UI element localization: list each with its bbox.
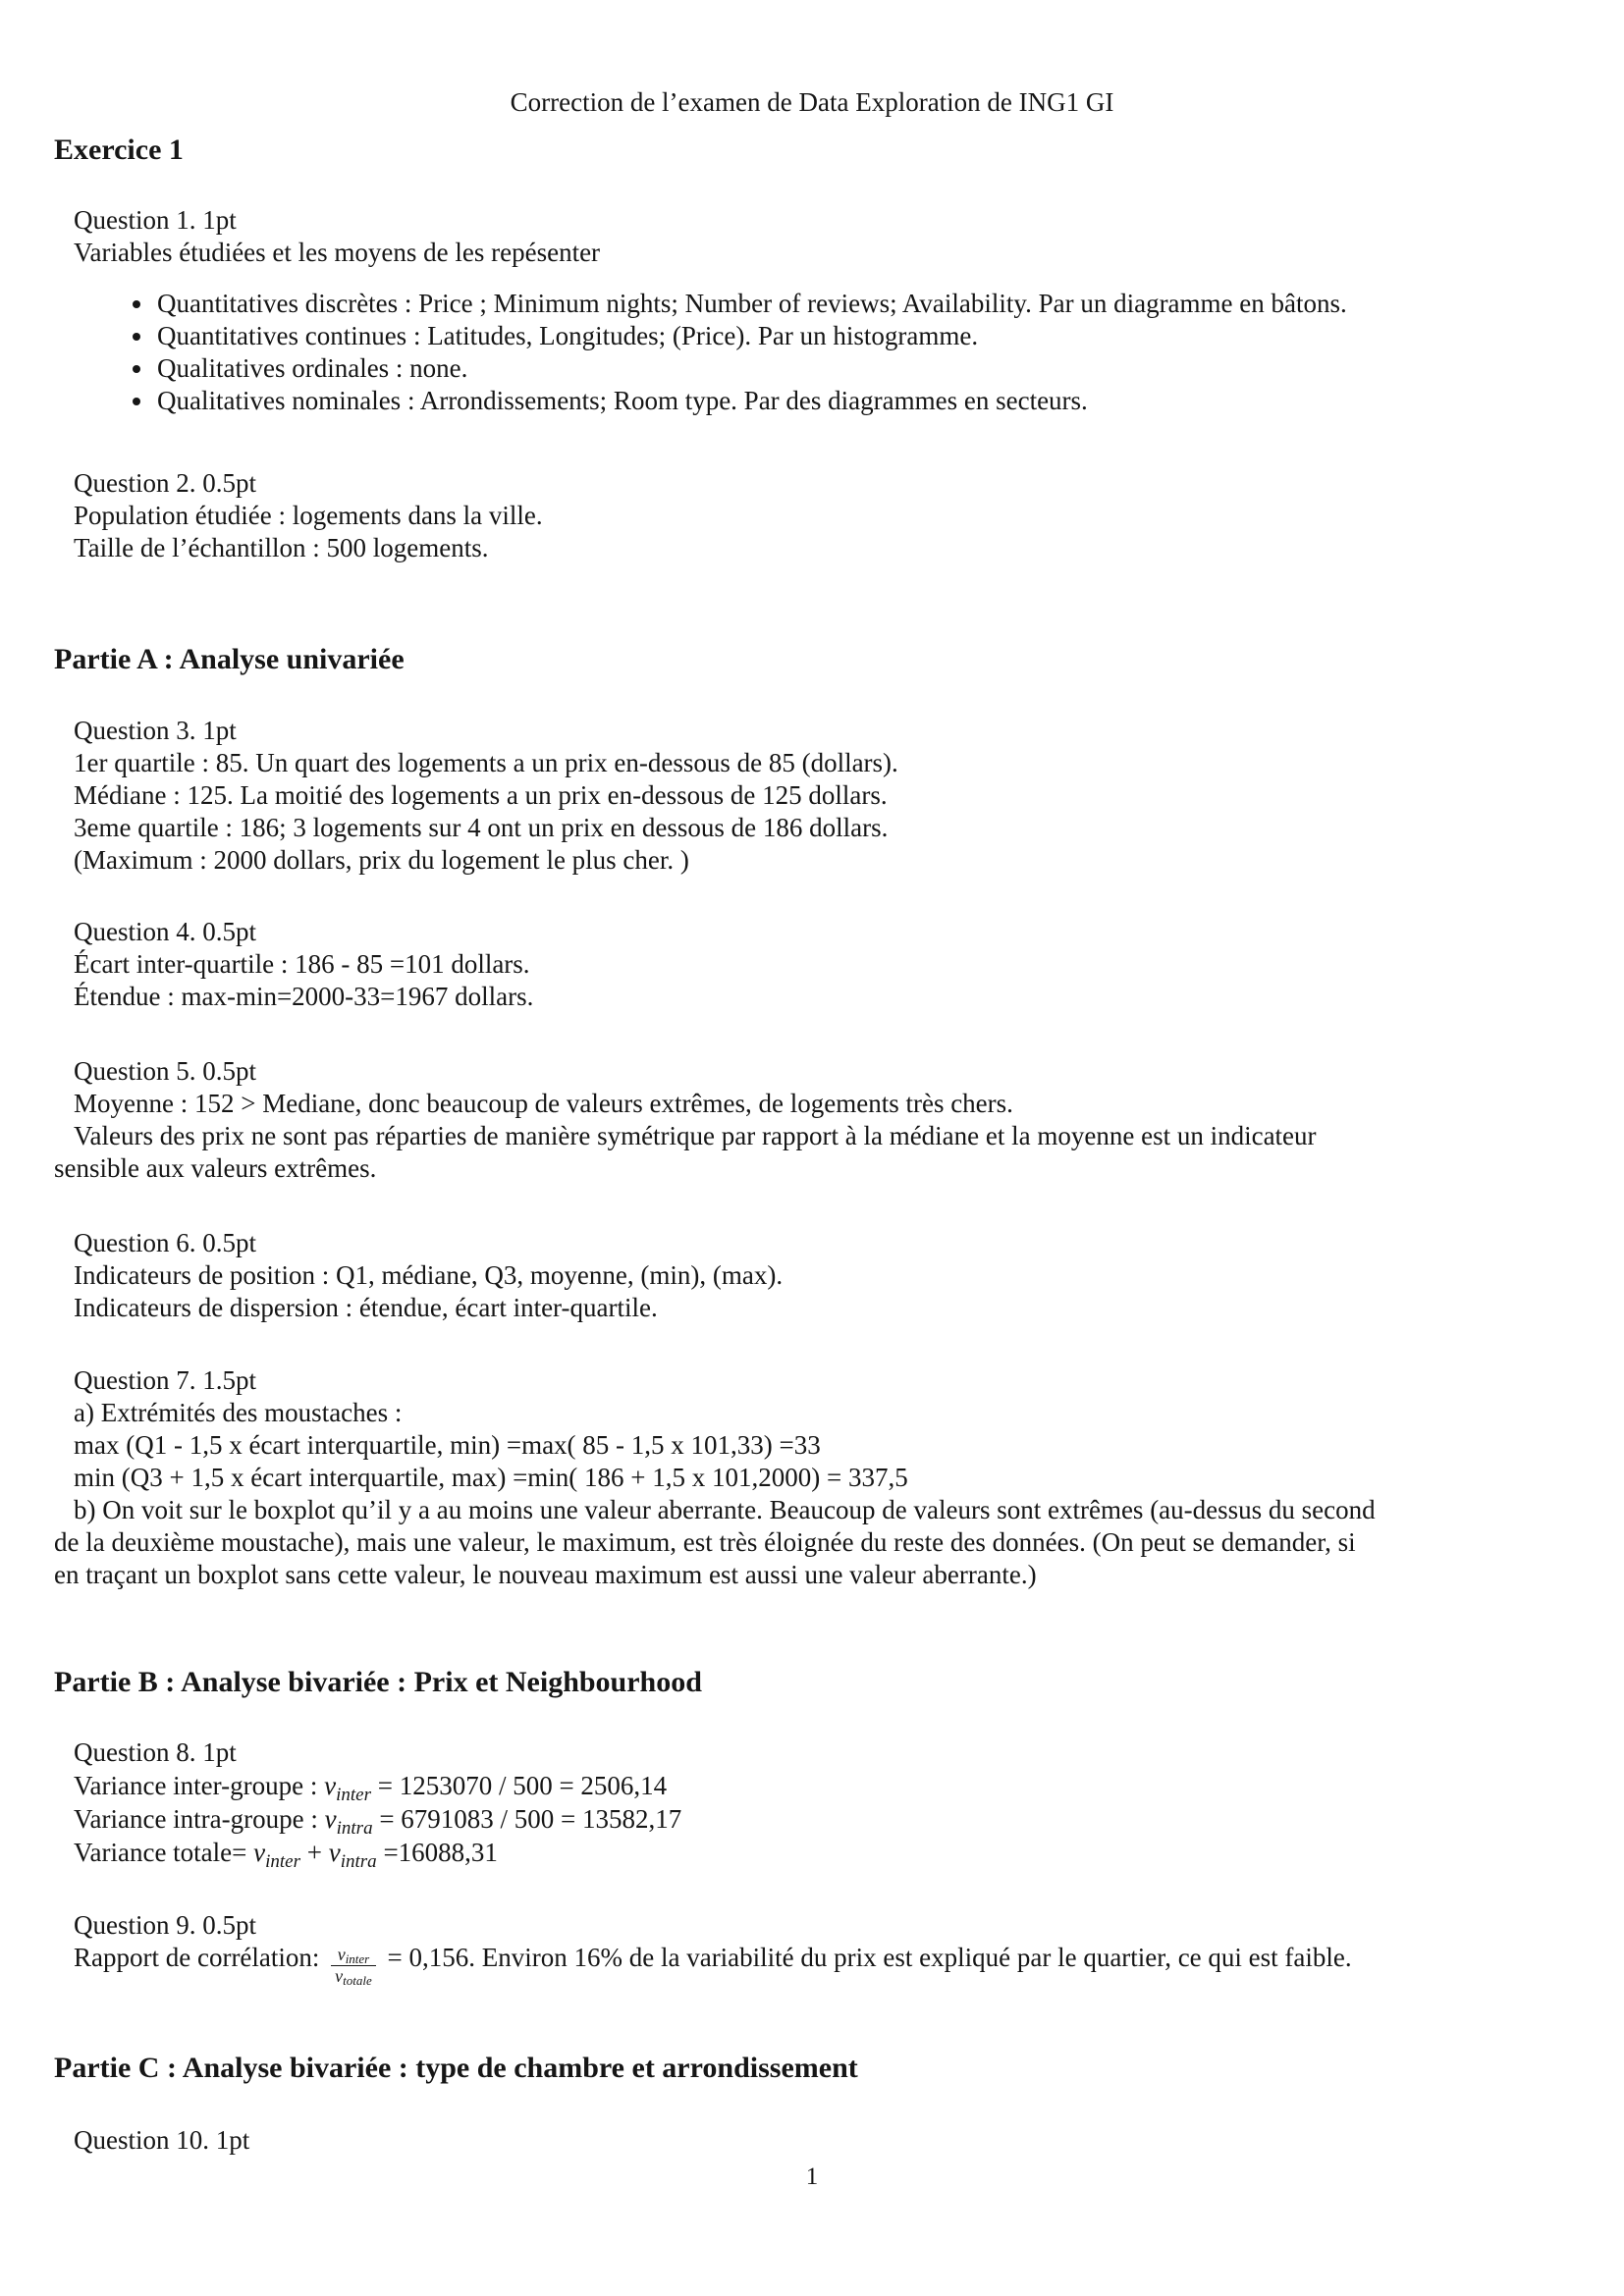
question-4-label: Question 4. 0.5pt [74, 917, 256, 946]
question-1-intro: Variables étudiées et les moyens de les repésenter [74, 238, 601, 267]
question-3-block [54, 715, 1570, 877]
question-1-label: Question 1. 1pt [74, 205, 237, 235]
list-item: • Quantitatives continues : Latitudes, Longitudes; (Price). Par un histogramme. [155, 320, 1570, 352]
question-7-block [54, 1364, 1570, 1591]
question-4-line: Étendue : max-min=2000-33=1967 dollars. [74, 982, 534, 1011]
document-title: Correction de l’examen de Data Exploration de ING1 GI [510, 87, 1114, 117]
question-3-label: Question 3. 1pt [74, 716, 237, 745]
question-8-label: Question 8. 1pt [74, 1737, 237, 1767]
question-8-block [54, 1735, 1570, 1872]
question-3-line: 1er quartile : 85. Un quart des logements a un prix en-dessous de 85 (dollars). [74, 748, 898, 777]
question-9-label: Question 9. 0.5pt [74, 1910, 256, 1940]
math-subscript: intra [340, 1851, 377, 1872]
heading-exercice-1: Exercice 1 [54, 133, 184, 166]
question-3-line: (Maximum : 2000 dollars, prix du logement le plus cher. ) [74, 845, 689, 875]
question-7-line: a) Extrémités des moustaches : [74, 1398, 403, 1427]
question-6-line: Indicateurs de position : Q1, médiane, Q3, moyenne, (min), (max). [74, 1260, 784, 1290]
question-2-line: Population étudiée : logements dans la ville. [74, 501, 543, 530]
heading-partie-c: Partie C : Analyse bivariée : type de chambre et arrondissement [54, 2052, 858, 2084]
question-7-label: Question 7. 1.5pt [74, 1365, 256, 1395]
question-8-line: Variance inter-groupe : $v_{inter} = 1253070 / 500 = 2506,14$ [74, 1771, 668, 1805]
question-6-block [54, 1227, 1570, 1324]
question-1-block [54, 204, 1570, 417]
question-7-line: de la deuxième moustache), mais une valeur, le maximum, est très éloignée du reste des données. (On peut se demander, si [54, 1527, 1356, 1557]
question-6-line: Indicateurs de dispersion : étendue, écart inter-quartile. [74, 1293, 658, 1322]
question-5-label: Question 5. 0.5pt [74, 1056, 256, 1086]
question-8-line: Variance intra-groupe : $v_{intra} = 6791083 / 500 = 13582,17$ [74, 1804, 682, 1839]
math-fraction [331, 1945, 376, 1987]
question-3-line: Médiane : 125. La moitié des logements a un prix en-dessous de 125 dollars. [74, 780, 888, 810]
fraction-denominator: $v_{totale}$ [331, 1965, 376, 1987]
question-2-label: Question 2. 0.5pt [74, 468, 256, 498]
question-9-block [54, 1909, 1570, 1987]
fraction-numerator: $v_{inter}$ [337, 1945, 370, 1966]
math-subscript: inter [336, 1785, 371, 1805]
question-7-line: max (Q1 - 1,5 x écart interquartile, min) =max( 85 - 1,5 x 101,33) =33 [74, 1430, 821, 1460]
question-4-line: Écart inter-quartile : 186 - 85 =101 dollars. [74, 949, 530, 979]
math-variable: v [324, 1771, 337, 1800]
math-variable: v [328, 1838, 341, 1867]
question-5-line: sensible aux valeurs extrêmes. [54, 1153, 377, 1183]
question-10-label: Question 10. 1pt [74, 2125, 250, 2155]
list-item: • Qualitatives nominales : Arrondissements; Room type. Par des diagrammes en secteurs. [155, 385, 1570, 417]
math-variable: v [324, 1804, 337, 1834]
math-subscript: inter [265, 1851, 301, 1872]
question-6-label: Question 6. 0.5pt [74, 1228, 256, 1257]
question-2-block [54, 467, 1570, 564]
variables-list [54, 288, 1570, 417]
page-number: 1 [805, 2163, 819, 2190]
math-subscript: intra [336, 1818, 373, 1839]
list-item: • Quantitatives discrètes : Price ; Minimum nights; Number of reviews; Availability. Par un diagramme en bâtons. [155, 288, 1570, 320]
question-5-block [54, 1055, 1570, 1185]
question-7-line: b) On voit sur le boxplot qu’il y a au moins une valeur aberrante. Beaucoup de valeurs sont extrêmes (au-dessus du second [74, 1495, 1376, 1524]
question-9-line: Rapport de corrélation: $\frac{v_{inter}}{v_{totale}}$ = 0,156. Environ 16% de la variabilité du prix est expliqué par le quartier, ce qui est faible. [74, 1943, 1352, 1988]
question-3-line: 3eme quartile : 186; 3 logements sur 4 ont un prix en dessous de 186 dollars. [74, 813, 889, 842]
question-4-block [54, 916, 1570, 1013]
question-2-line: Taille de l’échantillon : 500 logements. [74, 533, 489, 562]
heading-partie-a: Partie A : Analyse univariée [54, 643, 405, 675]
question-7-line: en traçant un boxplot sans cette valeur, le nouveau maximum est aussi une valeur aberrante.) [54, 1560, 1037, 1589]
math-variable: v [253, 1838, 266, 1867]
question-7-line: min (Q3 + 1,5 x écart interquartile, max) =min( 186 + 1,5 x 101,2000) = 337,5 [74, 1463, 908, 1492]
question-5-line: Moyenne : 152 > Mediane, donc beaucoup de valeurs extrêmes, de logements très chers. [74, 1089, 1013, 1118]
question-8-line: Variance totale= $v_{inter} + v_{intra} =16088,31$ [74, 1838, 498, 1872]
question-5-line: Valeurs des prix ne sont pas réparties de manière symétrique par rapport à la médiane et la moyenne est un indicateur [74, 1121, 1317, 1150]
heading-partie-b: Partie B : Analyse bivariée : Prix et Neighbourhood [54, 1666, 702, 1698]
list-item: • Qualitatives ordinales : none. [155, 352, 1570, 385]
question-10-block [54, 2124, 1570, 2157]
